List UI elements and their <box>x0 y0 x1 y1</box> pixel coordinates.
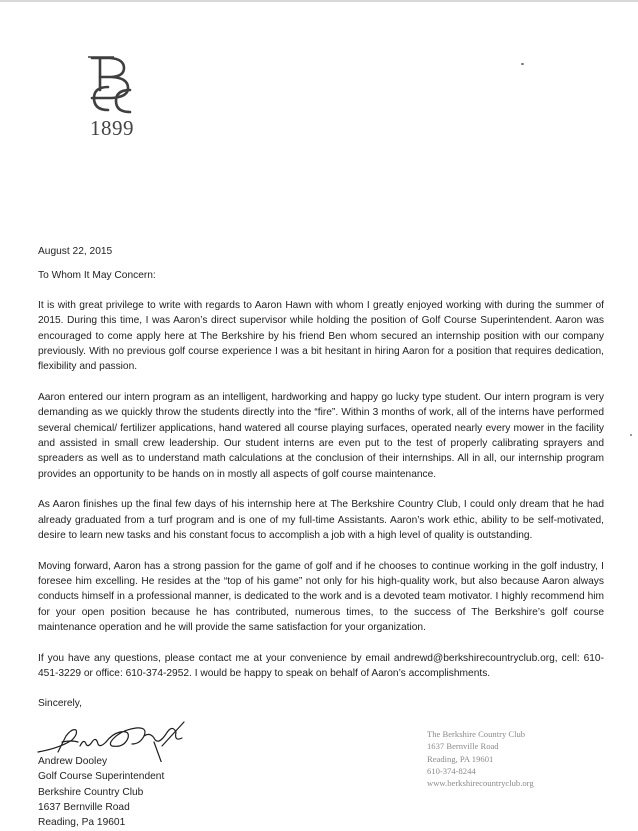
club-website: www.berkshirecountryclub.org <box>427 778 534 789</box>
club-phone: 610-374-8244 <box>427 765 476 776</box>
handwritten-signature-icon <box>32 712 202 762</box>
scan-speck <box>630 434 632 436</box>
scan-edge <box>0 0 638 2</box>
club-name: The Berkshire Country Club <box>427 729 526 739</box>
club-logo <box>78 50 158 150</box>
club-street: 1637 Bernville Road <box>427 741 499 752</box>
signer-organization: Berkshire Country Club <box>38 786 144 798</box>
bcc-monogram-icon <box>78 50 148 116</box>
paragraph-intro: It is with great privilege to write with regards to Aaron Hawn with whom I greatly enjoyed working with during the summer of 2015. During this time, I was Aaron’s direct supervisor while holding the position of Golf Course Superintendent. Aaron was encouraged to come apply here at The Berkshire by his friend Ben whom secured an internship position with our company previously. With no previous golf course experience I was a bit hesitant in hiring Aaron for a position that requires dedication, flexibility and passion. <box>38 299 604 373</box>
signature <box>38 720 238 754</box>
paragraph-program: Aaron entered our intern program as an intelligent, hardworking and happy go lucky type student. Our intern program is very demanding as we quickly throw the students directly into the “fire”. Within 3 months of work, all of the interns have performed several chemical/ fertilizer applications, hand watered all course playing surfaces, operated nearly every mower in the facility and assisted in small crew leadership. Our student interns are even put to the test of properly calibrating sprayers and spreaders as well as to understand math calculations at the conclusion of their internships. All in all, our internship program provides an opportunity to be hands on in mostly all aspects of golf course maintenance. <box>38 391 604 480</box>
signer-city: Reading, Pa 19601 <box>38 817 126 829</box>
paragraph-recommendation: Moving forward, Aaron has a strong passion for the game of golf and if he chooses to continue working in the golf industry, I foresee him excelling. He resides at the “top of his game” not only for his high-quality work, but also because Aaron always conducts himself in a professional manner, is dedicated to the work and is a devoted team motivator. I highly recommend him for your open position because he has contributed, numerous times, to the success of The Berkshire’s golf course maintenance operation and he will provide the same satisfaction for your organization. <box>38 560 604 634</box>
club-address <box>427 728 587 789</box>
salutation: To Whom It May Concern: <box>38 270 156 282</box>
scan-speck <box>521 63 524 65</box>
paragraph-contact: If you have any questions, please contact me at your convenience by email andrewd@berkshirecountryclub.org, cell: 610-451-3229 or office: 610-374-2952. I would be happy to speak on behalf of Aaron’s accomplishments. <box>38 652 604 679</box>
club-city: Reading, PA 19601 <box>427 753 494 764</box>
paragraph-performance: As Aaron finishes up the final few days of his internship here at The Berkshire Country Club, I could only dream that he had already graduated from a turf program and is one of my full-time Assistants. Aaron’s work ethic, ability to be self-motivated, desire to learn new tasks and his constant focus to accomplish a job with a high level of quality is outstanding. <box>38 499 604 542</box>
logo-year: 1899 <box>90 116 134 140</box>
signer-name: Andrew Dooley <box>38 755 108 767</box>
letter-date: August 22, 2015 <box>38 246 113 257</box>
signer-street: 1637 Bernville Road <box>38 801 130 813</box>
signer-title: Golf Course Superintendent <box>38 771 165 783</box>
closing: Sincerely, <box>38 698 82 710</box>
